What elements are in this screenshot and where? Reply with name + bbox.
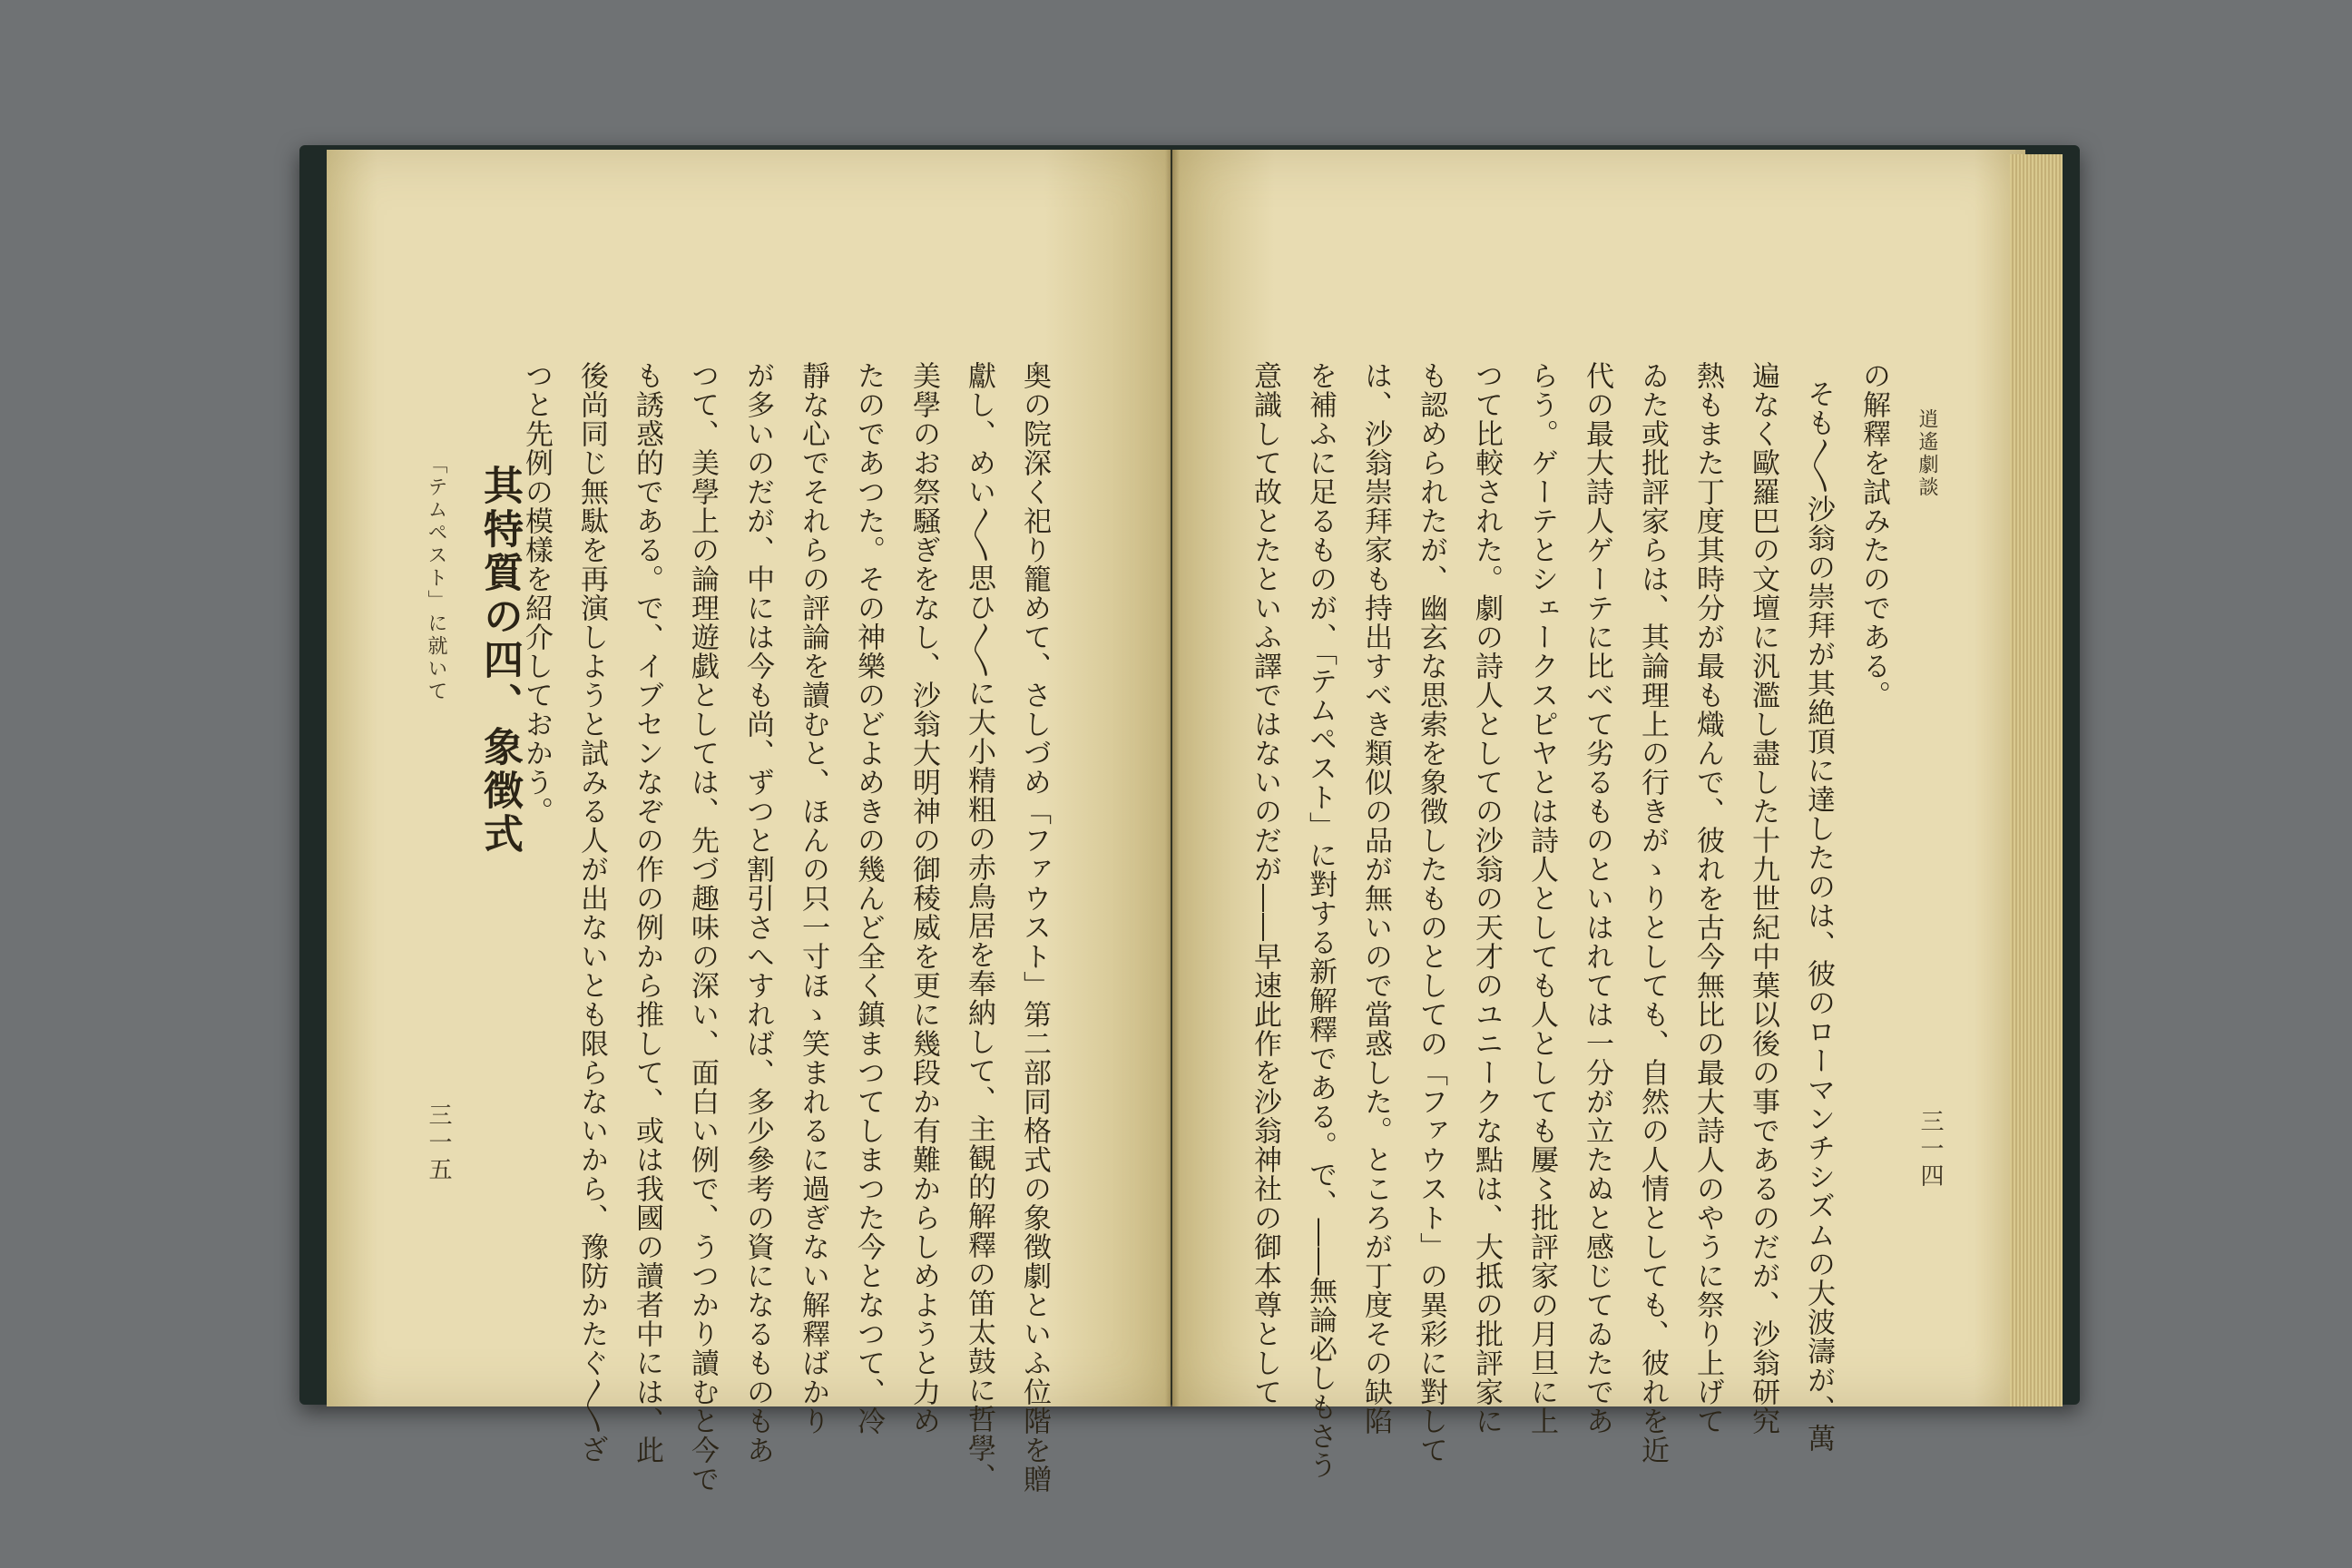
text-column: を補ふに足るものが、「テムペスト」に對する新解釋である。で、――無論必しもさう (1304, 361, 1337, 1480)
text-column: つと先例の模樣を紹介しておかう。 (520, 361, 553, 826)
book-gutter (1165, 150, 1180, 1406)
right-running-head: 逍遙劇談 (1916, 408, 1938, 499)
text-column: が多いのだが、中には今も尚、ずつと割引さへすれば、多少參考の資になるものもあ (741, 361, 774, 1465)
text-column: 靜な心でそれらの評論を讀むと、ほんの只一寸ほゝ笑まれるに過ぎない解釋ばかり (797, 361, 829, 1436)
text-column: ゐた或批評家らは、其論理上の行きがゝりとしても、自然の人情としても、彼れを近 (1636, 361, 1669, 1465)
text-column: の解釋を試みたのである。 (1857, 361, 1890, 710)
text-column: 美學のお祭騒ぎをなし、沙翁大明神の御稜威を更に幾段か有難からしめようと力め (907, 361, 940, 1436)
left-folio: 三一五 (425, 1102, 452, 1184)
page-edges (2010, 154, 2063, 1406)
text-column: たのであつた。その神樂のどよめきの幾んど全く鎮まつてしまつた今となつて、冷 (852, 361, 885, 1436)
text-column: 遍なく歐羅巴の文壇に汎濫し盡した十九世紀中葉以後の事であるのだが、沙翁研究 (1747, 361, 1779, 1436)
text-column: 奥の院深く祀り籠めて、さしづめ「ファウスト」第二部同格式の象徴劇といふ位階を贈 (1018, 361, 1051, 1494)
text-column: そも〳〵沙翁の崇拜が其絶頂に達したのは、彼のローマンチシズムの大波濤が、萬 (1802, 379, 1835, 1453)
text-column: 代の最大詩人ゲーテに比べて劣るものといはれては一分が立たぬと感じてゐたであ (1581, 361, 1613, 1436)
text-column: は、沙翁崇拜家も持出すべき類似の品が無いので當惑した。ところが丁度その缺陷 (1359, 361, 1392, 1436)
text-column: 意識して故とたといふ譯ではないのだが――早速此作を沙翁神社の御本尊として (1249, 361, 1281, 1406)
right-folio: 三一四 (1916, 1109, 1944, 1191)
text-column: つて、美學上の論理遊戯としては、先づ趣味の深い、面白い例で、うつかり讀むと今で (686, 361, 719, 1494)
text-column: 後尚同じ無駄を再演しようと試みる人が出ないとも限らないから、豫防かたぐ〳〵ざ (575, 361, 608, 1464)
text-column: らう。ゲーテとシェークスピヤとは詩人としても人としても屢〻批評家の月旦に上 (1525, 361, 1558, 1436)
section-heading: 其特質の四、象徴式 (476, 465, 523, 857)
text-column: も誘惑的である。で、イブセンなぞの作の例から推して、或は我國の讀者中には、此 (631, 361, 663, 1465)
text-column: 獻し、めい〳〵思ひ〳〵に大小精粗の赤鳥居を奉納して、主観的解釋の笛太鼓に哲學、 (963, 361, 995, 1492)
text-column: つて比較された。劇の詩人としての沙翁の天才のユニークな點は、大抵の批評家に (1470, 361, 1503, 1436)
text-column: 熱もまた丁度其時分が最も熾んで、彼れを古今無比の最大詩人のやうに祭り上げて (1691, 361, 1724, 1436)
text-column: も認められたが、幽玄な思索を象徴したものとしての「ファウスト」の異彩に對して (1415, 361, 1447, 1465)
left-running-head: 「テムペスト」に就いて (425, 454, 447, 703)
